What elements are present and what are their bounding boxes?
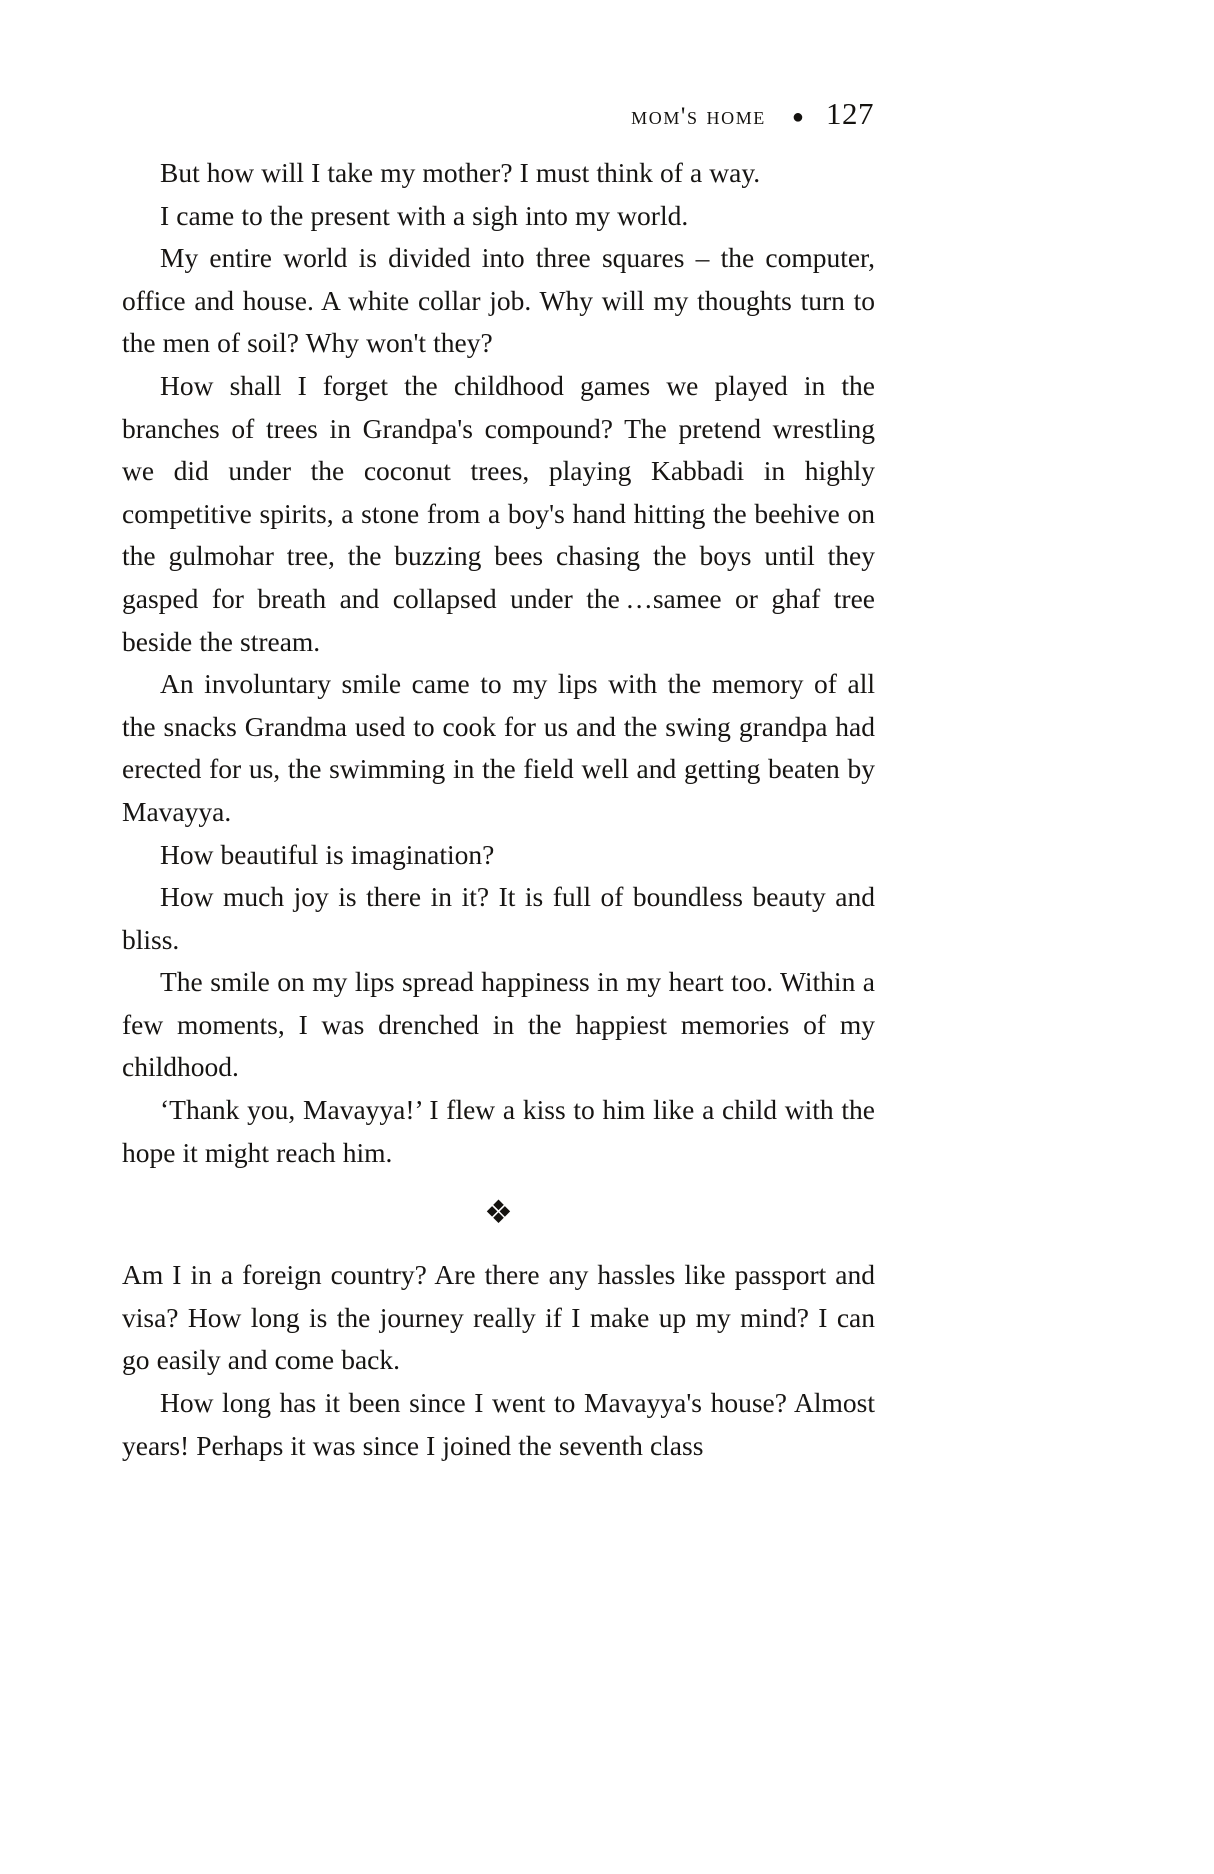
section-break-ornament-icon: ❖ bbox=[484, 1194, 513, 1231]
paragraph: How beautiful is imagination? bbox=[160, 838, 495, 870]
bullet-separator-icon: ● bbox=[791, 106, 804, 129]
page-number: 127 bbox=[826, 96, 874, 131]
paragraph: I came to the present with a sigh into my world. bbox=[160, 199, 689, 231]
paragraph: The smile on my lips spread happiness in my heart too. Within a few moments, I was drenched in the happiest memories of my childhood. bbox=[122, 966, 875, 1083]
paragraph: An involuntary smile came to my lips with the memory of all the snacks Grandma used to cook for us and the swing grandpa had erected for us, the swimming in the field well and getting beaten by Mavayya. bbox=[122, 668, 875, 827]
paragraph: ‘Thank you, Mavayya!’ I flew a kiss to him like a child with the hope it might reach him. bbox=[122, 1094, 875, 1168]
paragraph: How shall I forget the childhood games we played in the branches of trees in Grandpa's compound? The pretend wrestling we did under the coconut trees, playing Kabbadi in highly competitive spirits, a stone from a boy's hand hitting the beehive on the gulmohar tree, the buzzing bees chasing the boys until they gasped for breath and collapsed under the …samee or ghaf tree beside the stream. bbox=[122, 369, 875, 657]
body-text-block bbox=[122, 152, 875, 1467]
paragraph: Am I in a foreign country? Are there any hassles like passport and visa? How long is the journey really if I make up my mind? I can go easily and come back. bbox=[122, 1259, 875, 1376]
paragraph: My entire world is divided into three squares – the computer, office and house. A white collar job. Why will my thoughts turn to the men of soil? Why won't they? bbox=[122, 242, 875, 359]
paragraph: How long has it been since I went to Mavayya's house? Almost years! Perhaps it was since I joined the seventh class bbox=[122, 1387, 875, 1461]
paragraph: But how will I take my mother? I must think of a way. bbox=[160, 157, 761, 188]
running-head-title: mom's home bbox=[631, 103, 766, 130]
running-head bbox=[122, 96, 874, 132]
paragraph: How much joy is there in it? It is full of boundless beauty and bliss. bbox=[122, 881, 875, 955]
